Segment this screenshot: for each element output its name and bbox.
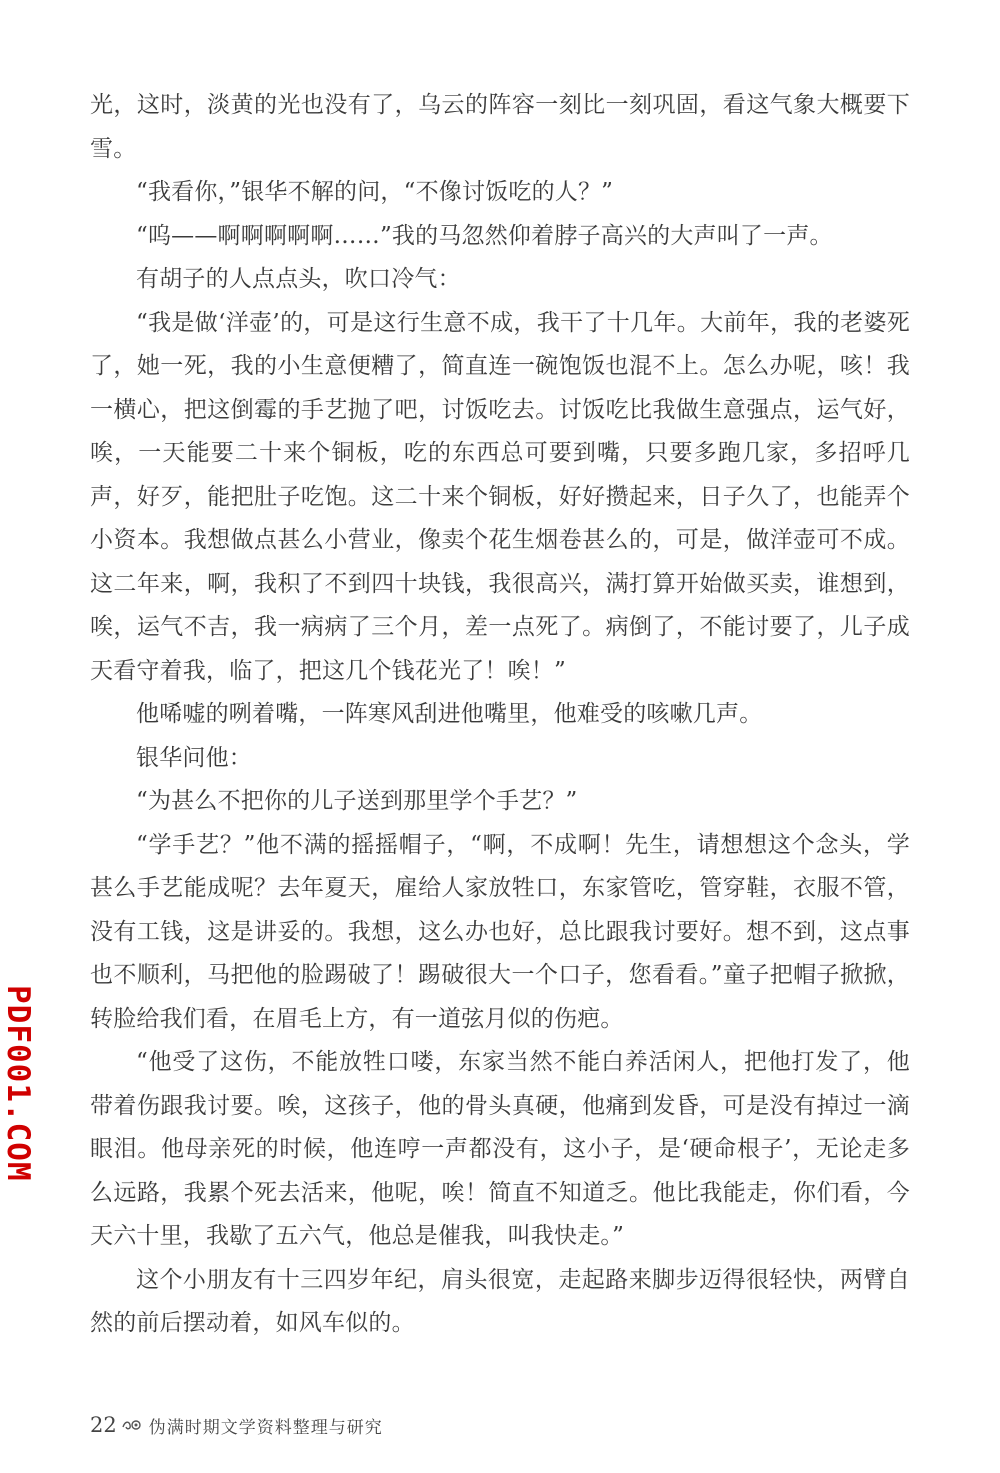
paragraph-monologue: “我是做‘洋壶’的，可是这行生意不成，我干了十几年。大前年，我的老婆死了，她一死，我的小生意便糟了，简直连一碗饱饭也混不上。怎么办呢，咳！我一横心，把这倒霉的手艺抛了吧，讨饭吃去。讨饭吃比我做生意强点，运气好，唉，一天能要二十来个铜板，吃的东西总可要到嘴，只要多跑几家，多招呼几声，好歹，能把肚子吃饱。这二十来个铜板，好好攒起来，日子久了，也能弄个小资本。我想做点甚么小营业，像卖个花生烟卷甚么的，可是，做洋壶可不成。这二年来，啊，我积了不到四十块钱，我很高兴，满打算开始做买卖，谁想到，唉，运气不吉，我一病病了三个月，差一点死了。病倒了，不能讨要了，儿子成天看守着我，临了，把这几个钱花光了！唉！” xyxy=(90,309,910,684)
paragraph-horse-neigh: “呜——啊啊啊啊啊……”我的马忽然仰着脖子高兴的大声叫了一声。 xyxy=(136,222,833,249)
page-footer xyxy=(90,1410,383,1440)
paragraph-bearded-man: 有胡子的人点点头，吹口冷气： xyxy=(136,266,461,292)
paragraph-question: “为甚么不把你的儿子送到那里学个手艺？” xyxy=(136,788,578,814)
paragraph-apprentice: “学手艺？”他不满的摇摇帽子，“啊，不成啊！先生，请想想这个念头，学甚么手艺能成呢？去年夏天，雇给人家放牲口，东家管吃，管穿鞋，衣服不管，没有工钱，这是讲妥的。我想，这么办也好，总比跟我讨要好。想不到，这点事也不顺利，马把他的脸踢破了！踢破很大一个口子，您看看。”童子把帽子掀掀，转脸给我们看，在眉毛上方，有一道弦月似的伤疤。 xyxy=(90,831,910,1032)
watermark: PDF001.COM xyxy=(0,985,36,1182)
paragraph-continuation: 光，这时，淡黄的光也没有了，乌云的阵容一刻比一刻巩固，看这气象大概要下雪。 xyxy=(90,92,910,162)
paragraph-yinhua-asks: 银华问他： xyxy=(136,744,252,771)
book-title: 伪满时期文学资料整理与研究 xyxy=(148,1417,383,1438)
paragraph-sigh: 他唏嘘的咧着嘴，一阵寒风刮进他嘴里，他难受的咳嗽几声。 xyxy=(136,701,763,727)
paragraph-boy-description: 这个小朋友有十三四岁年纪，肩头很宽，走起路来脚步迈得很轻快，两臂自然的前后摆动着，如风车似的。 xyxy=(90,1266,910,1336)
paragraph-injury: “他受了这伤，不能放牲口喽，东家当然不能白养活闲人，把他打发了，他带着伤跟我讨要。唉，这孩子，他的骨头真硬，他痛到发昏，可是没有掉过一滴眼泪。他母亲死的时候，他连哼一声都没有，这小子，是‘硬命根子’，无论走多么远路，我累个死去活来，他呢，唉！简直不知道乏。他比我能走，你们看，今天六十里，我歇了五六气，他总是催我，叫我快走。” xyxy=(90,1049,910,1249)
paragraph-dialogue-yinhua: “我看你，”银华不解的问，“不像讨饭吃的人？” xyxy=(136,179,614,205)
swirl-ornament-icon xyxy=(121,1417,143,1433)
page-number: 22 xyxy=(90,1413,117,1437)
body-text xyxy=(90,84,910,1346)
